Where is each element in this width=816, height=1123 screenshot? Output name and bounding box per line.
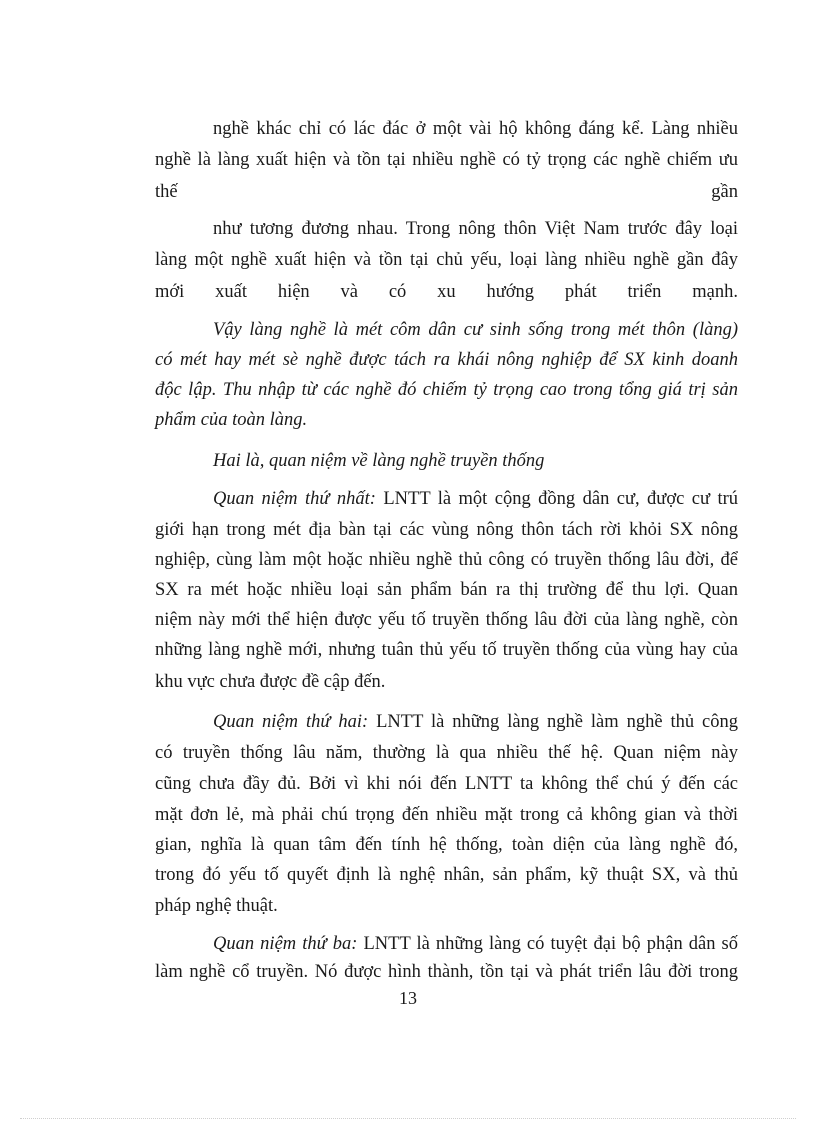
- text-line: Quan niệm thứ ba: LNTT là những làng có tuyệt đại bộ phận dân số: [213, 934, 738, 954]
- text-line: làm nghề cổ truyền. Nó được hình thành, tồn tại và phát triển lâu đời trong: [155, 962, 738, 982]
- text-line: Quan niệm thứ nhất: LNTT là một cộng đồng dân cư, được cư trú: [213, 489, 739, 509]
- text-line: Vậy làng nghề là mét côm dân cư sinh sống trong mét thôn (làng): [213, 320, 738, 340]
- text-line: Quan niệm thứ hai: LNTT là những làng nghề làm nghề thủ công: [213, 712, 739, 732]
- text-line: thế gần: [155, 182, 738, 202]
- text-line: nghiệp, cùng làm một hoặc nhiều nghề thủ công có truyền thống lâu đời, để: [155, 550, 738, 570]
- text-line: mới xuất hiện và có xu hướng phát triển mạnh.: [155, 282, 738, 302]
- text-line: khu vực chưa được đề cập đến.: [155, 672, 386, 692]
- text-line: độc lập. Thu nhập từ các nghề đó chiếm tỷ trọng cao trong tổng giá trị sản: [155, 380, 738, 400]
- text-line: có truyền thống lâu năm, thường là qua nhiều thế hệ. Quan niệm này: [155, 743, 738, 763]
- text-line: SX ra mét hoặc nhiều loại sản phẩm bán ra thị trường để thu lợi. Quan: [155, 580, 738, 600]
- section-heading: Hai là, quan niệm về làng nghề truyền thống: [213, 451, 545, 471]
- text-line: như tương đương nhau. Trong nông thôn Việt Nam trước đây loại: [213, 219, 738, 239]
- text-line: giới hạn trong mét địa bàn tại các vùng nông thôn tách rời khỏi SX nông: [155, 520, 738, 540]
- page-number: 13: [399, 988, 417, 1008]
- text-line: niệm này mới thể hiện được yếu tố truyền thống lâu đời của làng nghề, còn: [155, 610, 738, 630]
- text-line: phẩm của toàn làng.: [155, 410, 308, 430]
- text-line: cũng chưa đầy đủ. Bởi vì khi nói đến LNTT ta không thể chú ý đến các: [155, 774, 738, 794]
- page-bottom-border: [20, 1118, 796, 1119]
- text-line: trong đó yếu tố quyết định là nghệ nhân, sản phẩm, kỹ thuật SX, và thủ: [155, 865, 738, 885]
- text-line: nghề khác chỉ có lác đác ở một vài hộ không đáng kể. Làng nhiều: [213, 119, 738, 139]
- text-line: mặt đơn lẻ, mà phải chú trọng đến nhiều mặt trong cả không gian và thời: [155, 805, 738, 825]
- text-line: có mét hay mét sè nghề được tách ra khái nông nghiệp để SX kinh doanh: [155, 350, 738, 370]
- text-line: nghề là làng xuất hiện và tồn tại nhiều nghề có tỷ trọng các nghề chiếm ưu: [155, 150, 738, 170]
- text-line: những làng nghề mới, nhưng tuân thủ yếu tố truyền thống của vùng hay của: [155, 640, 738, 660]
- text-line: gian, nghĩa là quan tâm đến tính hệ thống, toàn diện của làng nghề đó,: [155, 835, 738, 855]
- text-line: pháp nghệ thuật.: [155, 896, 278, 916]
- text-line: làng một nghề xuất hiện và tồn tại chủ yếu, loại làng nhiều nghề gần đây: [155, 250, 738, 270]
